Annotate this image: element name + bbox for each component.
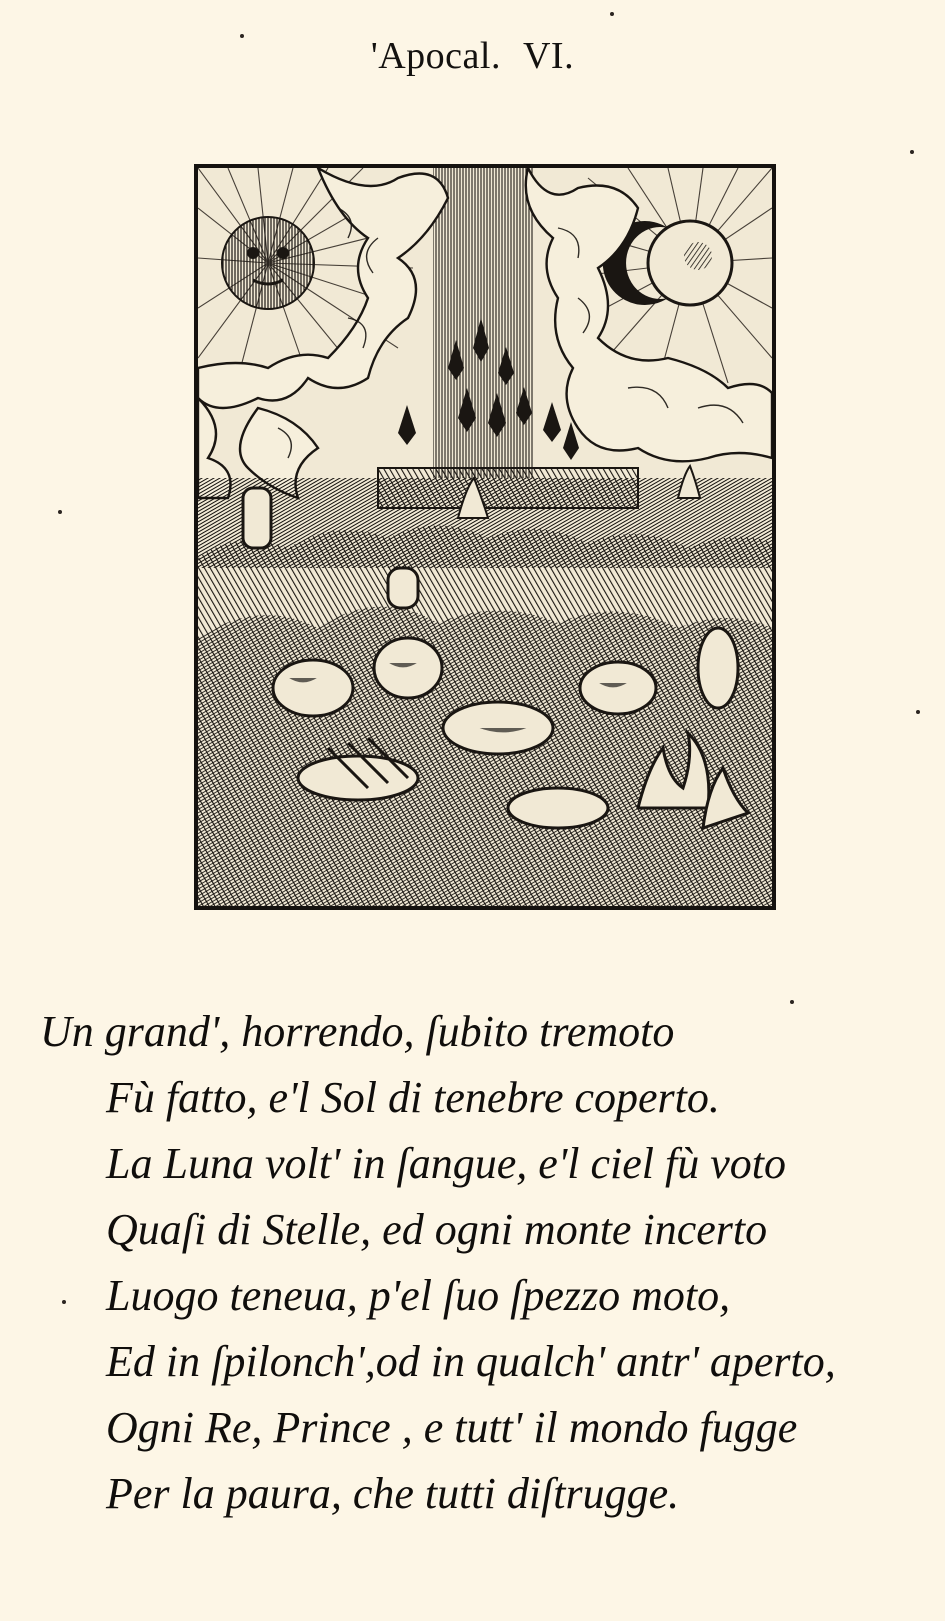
page-header — [0, 34, 945, 78]
verse-line: Quaſi di Stelle, ed ogni monte incerto — [106, 1205, 768, 1254]
verse-line: Ogni Re, Prince , e tutt' il mondo fugge — [106, 1403, 798, 1452]
verse-line: Ed in ſpilonch',od in qualch' antr' aperto, — [106, 1337, 836, 1386]
verse-line: La Luna volt' in ſangue, e'l ciel fù voto — [106, 1139, 786, 1188]
woodcut-illustration — [194, 164, 776, 910]
chapter-number: VI. — [522, 35, 575, 77]
verse-line: Per la paura, che tutti diſtrugge. — [106, 1469, 680, 1518]
book-title: 'Apocal. — [370, 35, 501, 77]
verse-line: Un grand', horrendo, ſubito tremoto — [40, 1007, 675, 1056]
verse-line: Luogo teneua, p'el ſuo ſpezzo moto, — [106, 1271, 731, 1320]
sun-icon — [222, 217, 314, 309]
verse-line: Fù fatto, e'l Sol di tenebre coperto. — [106, 1073, 720, 1122]
